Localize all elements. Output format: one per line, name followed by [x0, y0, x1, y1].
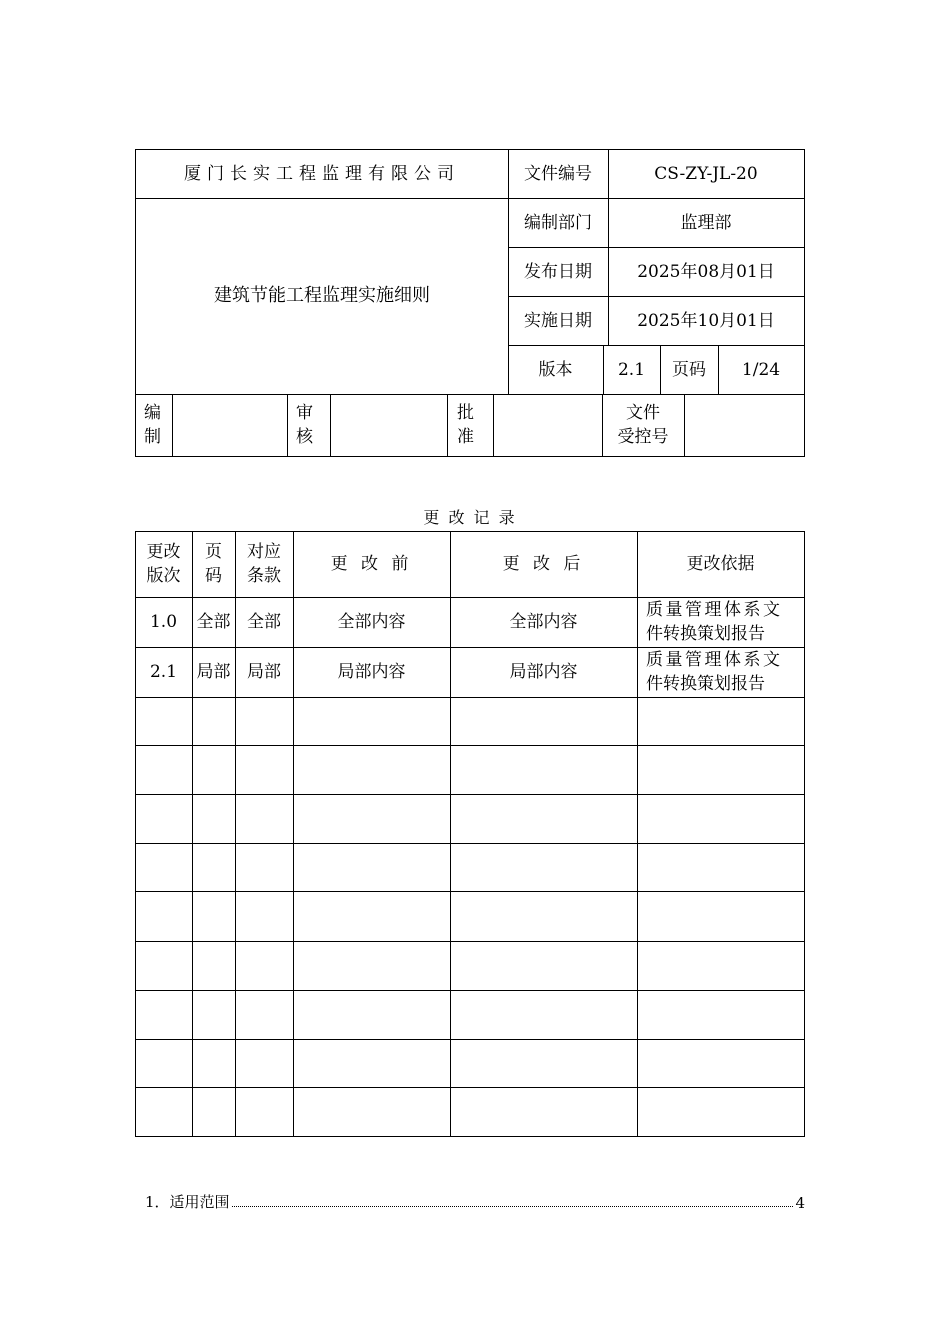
- implementation-date-label: 实施日期: [524, 310, 592, 331]
- toc-leader-dots: [232, 1206, 794, 1207]
- table-cell-basis: 质量管理体系文 件转换策划报告: [646, 650, 783, 694]
- table-cell-page: 全部: [196, 612, 231, 632]
- toc-entry[interactable]: [145, 1190, 805, 1212]
- toc-entry-label: 1．适用范围: [145, 1193, 230, 1211]
- column-header-version: 更改 版次: [146, 542, 181, 586]
- reviewed-by-label: 审 核: [296, 403, 313, 447]
- page-label: 页码: [672, 359, 706, 380]
- page-value: 1/24: [741, 359, 781, 380]
- controlled-number-field: [684, 394, 804, 456]
- table-cell-after: 局部内容: [509, 662, 578, 682]
- column-header-basis: 更改依据: [686, 554, 755, 574]
- company-name: 厦门长实工程监理有限公司: [184, 163, 460, 184]
- department-value: 监理部: [680, 212, 732, 233]
- approved-by-field: [493, 394, 602, 456]
- file-number-value: CS-ZY-JL-20: [654, 163, 758, 184]
- controlled-number-label: 文件 受控号: [617, 403, 669, 447]
- compiled-by-field: [172, 394, 287, 456]
- table-cell-basis: 质量管理体系文 件转换策划报告: [646, 600, 783, 644]
- reviewed-by-field: [330, 394, 447, 456]
- file-number-label: 文件编号: [524, 163, 592, 184]
- table-cell-clause: 局部: [247, 662, 281, 682]
- column-header-after: 更 改 后: [502, 554, 585, 574]
- table-cell-before: 全部内容: [337, 612, 406, 632]
- column-header-page: 页 码: [205, 542, 222, 586]
- issue-date-value: 2025年08月01日: [637, 261, 775, 282]
- approved-by-label: 批 准: [457, 403, 474, 447]
- table-cell-version: 1.0: [149, 612, 178, 632]
- toc-entry-page: 4: [795, 1194, 805, 1212]
- column-header-before: 更 改 前: [330, 554, 413, 574]
- table-cell-version: 2.1: [149, 662, 178, 682]
- table-cell-after: 全部内容: [509, 612, 578, 632]
- issue-date-label: 发布日期: [524, 261, 592, 282]
- table-cell-clause: 全部: [247, 612, 281, 632]
- department-label: 编制部门: [524, 212, 592, 233]
- table-cell-before: 局部内容: [337, 662, 406, 682]
- column-header-clause: 对应 条款: [247, 542, 281, 586]
- document-title: 建筑节能工程监理实施细则: [214, 285, 430, 306]
- compiled-by-label: 编 制: [144, 403, 161, 447]
- version-value: 2.1: [617, 359, 646, 380]
- change-record-title: 更 改 记 录: [423, 508, 517, 527]
- implementation-date-value: 2025年10月01日: [637, 310, 775, 331]
- table-cell-page: 局部: [196, 662, 231, 682]
- version-label: 版本: [538, 359, 573, 380]
